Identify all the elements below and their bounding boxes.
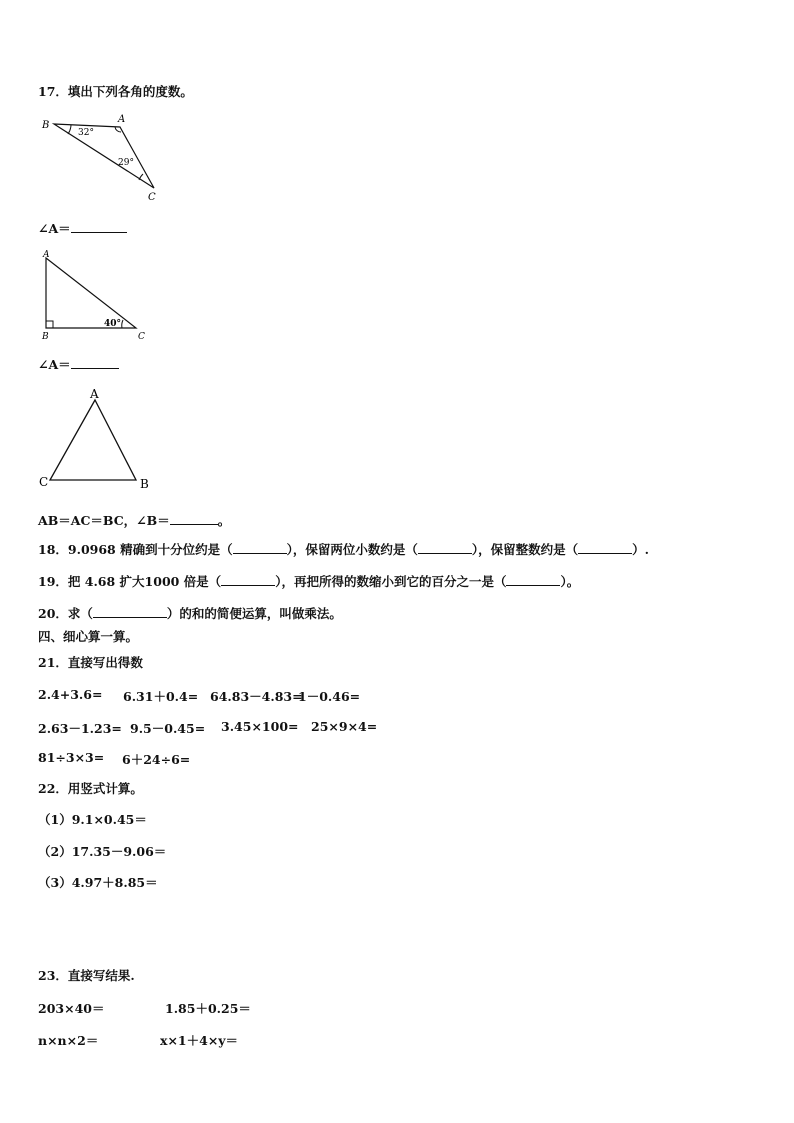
q17-answer-1-label: ∠A＝ (38, 221, 71, 236)
fig3-label-a: A (90, 387, 99, 401)
q21-r2-c3: 3.45×100= (221, 719, 299, 734)
q20-text-1: 20．求（ (38, 606, 93, 621)
triangle-figure-1 (38, 110, 168, 209)
answer-blank[interactable] (170, 512, 218, 525)
q18-text-1: 18．9.0968 精确到十分位约是（ (38, 542, 233, 557)
q21-r2-c2: 9.5－0.45= (130, 721, 206, 736)
triangle-figure-2 (38, 248, 158, 347)
q19 (38, 573, 579, 590)
q21-r1-c4: 1－0.46= (298, 689, 361, 704)
fig1-label-b: B (42, 120, 50, 131)
q21-r2-c1: 2.63－1.23= (38, 721, 122, 736)
answer-blank[interactable] (578, 541, 632, 554)
q17-title: 17．填出下列各角的度数。 (38, 84, 193, 99)
q18-text-2: ），保留两位小数约是（ (286, 542, 418, 557)
answer-blank[interactable] (71, 220, 127, 233)
q17-answer-2 (38, 356, 119, 373)
q17-answer-1 (38, 220, 127, 237)
fig1-angle-b: 32° (78, 128, 94, 138)
answer-blank[interactable] (93, 605, 167, 618)
q20 (38, 605, 342, 622)
q23-title: 23．直接写结果. (38, 968, 135, 983)
q17-answer-3-label: AB＝AC＝BC，∠B＝ (38, 513, 170, 528)
fig2-label-b: B (42, 332, 49, 342)
q17-answer-3 (38, 512, 230, 529)
q21-r2-c4: 25×9×4= (311, 719, 378, 734)
q19-text-3: ）。 (560, 574, 580, 589)
q23-r2-c1: n×n×2＝ (38, 1033, 99, 1048)
fig3-label-c: C (39, 475, 49, 489)
answer-blank[interactable] (506, 573, 560, 586)
q18-text-3: ），保留整数约是（ (471, 542, 579, 557)
fig1-label-a: A (118, 114, 126, 125)
q21-r1-c3: 64.83－4.83= (210, 689, 303, 704)
q19-text-1: 19．把 4.68 扩大1000 倍是（ (38, 574, 222, 589)
q17-answer-2-label: ∠A＝ (38, 357, 71, 372)
q23-r2-c2: x×1＋4×y＝ (160, 1033, 239, 1048)
q21-title: 21．直接写出得数 (38, 655, 143, 670)
answer-blank[interactable] (71, 356, 119, 369)
q22-item-2: （2）17.35－9.06＝ (38, 844, 167, 859)
q17-answer-3-suffix: 。 (217, 513, 231, 528)
fig2-angle-c: 40° (104, 319, 122, 329)
q23-r1-c2: 1.85＋0.25＝ (165, 1001, 251, 1016)
answer-blank[interactable] (233, 541, 287, 554)
q18 (38, 541, 649, 558)
q21-r3-c1: 81÷3×3= (38, 750, 105, 765)
q23-r1-c1: 203×40＝ (38, 1001, 105, 1016)
q21-r3-c2: 6＋24÷6= (122, 752, 191, 767)
q19-text-2: ），再把所得的数缩小到它的百分之一是（ (275, 574, 507, 589)
q22-item-3: （3）4.97＋8.85＝ (38, 875, 158, 890)
q21-r1-c2: 6.31＋0.4= (123, 689, 199, 704)
fig1-label-c: C (148, 192, 156, 203)
fig1-angle-c: 29° (118, 158, 134, 168)
fig3-label-b: B (140, 477, 149, 491)
section-4-heading: 四、细心算一算。 (38, 629, 139, 644)
answer-blank[interactable] (418, 541, 472, 554)
q22-title: 22．用竖式计算。 (38, 781, 143, 796)
q21-r1-c1: 2.4+3.6= (38, 687, 103, 702)
triangle-figure-3 (36, 386, 156, 498)
q20-text-2: ）的和的简便运算，叫做乘法。 (166, 606, 342, 621)
answer-blank[interactable] (221, 573, 275, 586)
fig2-label-c: C (138, 332, 145, 342)
fig2-label-a: A (43, 250, 50, 260)
q22-item-1: （1）9.1×0.45＝ (38, 812, 147, 827)
q18-text-4: ）. (632, 542, 649, 557)
